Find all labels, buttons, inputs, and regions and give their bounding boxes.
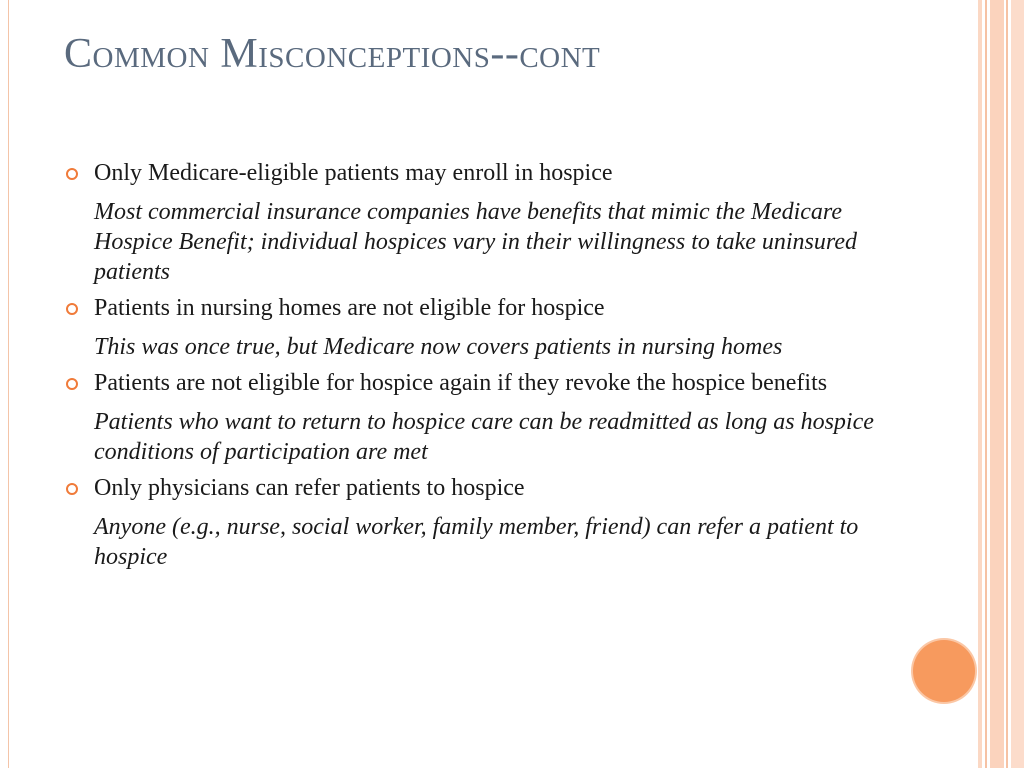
decorative-circle [913, 640, 975, 702]
bullet-text: Patients in nursing homes are not eligible for hospice [94, 295, 605, 321]
sub-point: Most commercial insurance companies have benefits that mimic the Medicare Hospice Benefit; individual hospices vary in their willingness to take uninsured patients [94, 199, 857, 285]
circle-bullet-icon [66, 378, 78, 390]
decorative-stripe [978, 0, 982, 768]
decorative-stripe [985, 0, 987, 768]
decorative-stripe [990, 0, 1004, 768]
frame-line [8, 0, 9, 768]
bullet-text: Only Medicare-eligible patients may enroll in hospice [94, 160, 613, 186]
list-item [66, 158, 886, 287]
bullet-text: Patients are not eligible for hospice again if they revoke the hospice benefits [94, 370, 828, 396]
bullet-list [66, 158, 886, 578]
bullet-point [66, 368, 886, 398]
sub-point: Patients who want to return to hospice care can be readmitted as long as hospice conditions of participation are met [94, 409, 874, 465]
decorative-stripe [1011, 0, 1024, 768]
list-item [66, 368, 886, 467]
bullet-point [66, 158, 886, 188]
circle-bullet-icon [66, 483, 78, 495]
slide-title: Common Misconceptions--cont [64, 31, 601, 77]
bullet-point [66, 293, 886, 323]
bullet-point [66, 473, 886, 503]
sub-point: This was once true, but Medicare now covers patients in nursing homes [94, 334, 783, 360]
list-item [66, 293, 886, 362]
bullet-text: Only physicians can refer patients to hospice [94, 475, 525, 501]
decorative-stripe [1006, 0, 1008, 768]
list-item [66, 473, 886, 572]
circle-bullet-icon [66, 303, 78, 315]
circle-bullet-icon [66, 168, 78, 180]
sub-point: Anyone (e.g., nurse, social worker, family member, friend) can refer a patient to hospice [94, 514, 859, 570]
